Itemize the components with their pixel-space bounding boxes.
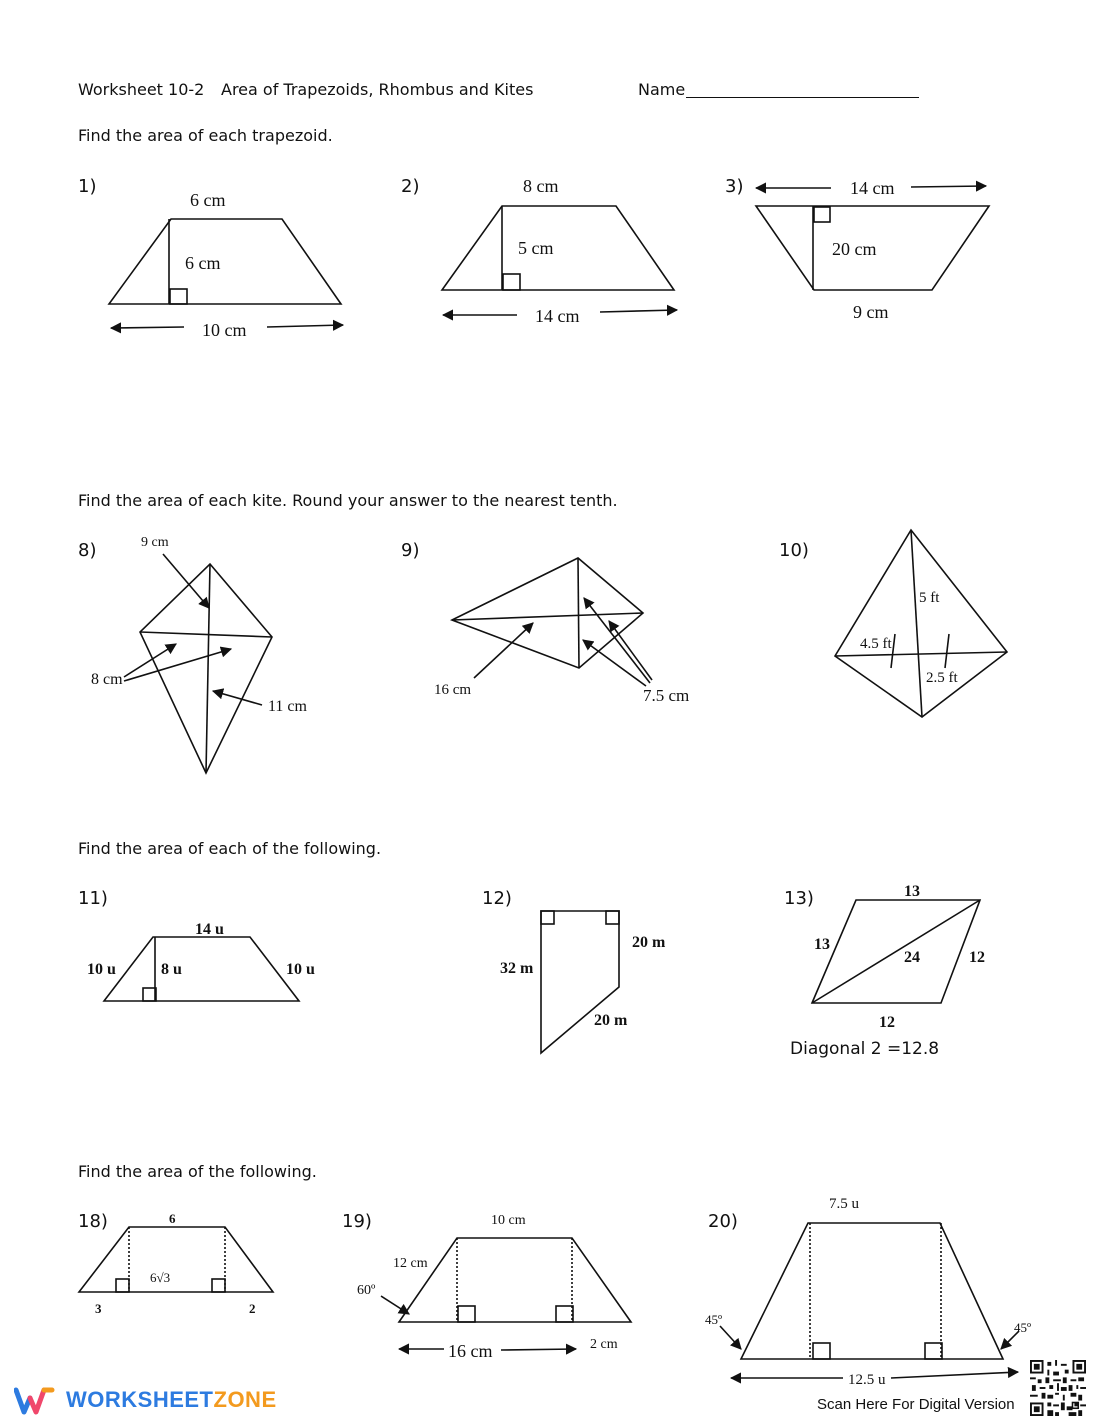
qr-code-icon[interactable] [1030, 1360, 1086, 1416]
p19-top-label: 10 cm [491, 1213, 526, 1228]
p13-top-label: 13 [904, 883, 920, 900]
problem-number-18: 18) [78, 1211, 108, 1232]
figure-trapezoid-11 [104, 937, 299, 1001]
p18-left-label: 3 [95, 1301, 102, 1316]
p8-label-c: 11 cm [268, 698, 307, 715]
p1-base-label: 10 cm [202, 320, 247, 340]
p3-height-label: 20 cm [832, 239, 877, 259]
p13-bottom-label: 12 [879, 1014, 895, 1031]
brand-text-part1: WORKSHEET [66, 1387, 214, 1412]
p8-label-a: 9 cm [141, 535, 169, 550]
problem-number-19: 19) [342, 1211, 372, 1232]
p20-angle-left-label: 45º [705, 1312, 723, 1327]
p18-right-label: 2 [249, 1301, 256, 1316]
p8-label-b: 8 cm [91, 671, 123, 688]
p20-top-label: 7.5 u [829, 1196, 859, 1212]
p13-diagonal-note: Diagonal 2 =12.8 [790, 1039, 940, 1059]
p20-angle-right-label: 45º [1014, 1320, 1032, 1335]
figure-trapezoid-2 [442, 206, 677, 315]
p3-base-label: 9 cm [853, 302, 889, 322]
problem-number-10: 10) [779, 540, 809, 561]
worksheetzone-logo [14, 1384, 277, 1416]
figure-trapezoid-18 [79, 1227, 273, 1292]
p2-height-label: 5 cm [518, 238, 554, 258]
figure-rhombus-13 [812, 900, 980, 1003]
worksheet-id: Worksheet 10-2 [78, 80, 205, 99]
p11-height-label: 8 u [161, 961, 182, 978]
section-trapezoids-instruction: Find the area of each trapezoid. [78, 126, 333, 145]
p10-label-a: 5 ft [919, 590, 940, 606]
p9-label-b: 7.5 cm [643, 686, 690, 705]
p19-side-label: 12 cm [393, 1256, 428, 1271]
figure-trapezoid-19 [381, 1238, 631, 1350]
p12-slant-label: 20 m [594, 1012, 628, 1029]
figure-trapezoid-1 [109, 219, 343, 328]
p10-label-b: 4.5 ft [860, 636, 892, 652]
p1-height-label: 6 cm [185, 253, 221, 273]
figure-trapezoid-3 [756, 186, 989, 290]
p11-right-label: 10 u [286, 961, 315, 978]
section-following-instruction: Find the area of each of the following. [78, 839, 382, 858]
worksheet-title: Area of Trapezoids, Rhombus and Kites [221, 80, 534, 99]
p13-right-label: 12 [969, 949, 985, 966]
p13-left-label: 13 [814, 936, 830, 953]
p12-left-label: 32 m [500, 960, 534, 977]
p9-label-a: 16 cm [434, 682, 472, 698]
problem-number-3: 3) [725, 176, 744, 197]
problem-number-2: 2) [401, 176, 420, 197]
problem-number-12: 12) [482, 888, 512, 909]
section-following2-instruction: Find the area of the following. [78, 1162, 317, 1181]
figure-kite-10 [835, 530, 1007, 717]
p19-angle-label: 60º [357, 1283, 376, 1298]
problem-number-13: 13) [784, 888, 814, 909]
p13-diagonal-label: 24 [904, 949, 920, 966]
p10-label-c: 2.5 ft [926, 670, 958, 686]
figure-trapezoid-20 [720, 1223, 1019, 1378]
p18-top-label: 6 [169, 1211, 176, 1226]
p19-extra-label: 2 cm [590, 1337, 618, 1352]
worksheetzone-brand-text [66, 1387, 277, 1413]
p2-top-label: 8 cm [523, 176, 559, 196]
figure-pentagon-12 [541, 911, 619, 1053]
p3-top-label: 14 cm [850, 178, 895, 198]
p2-base-label: 14 cm [535, 306, 580, 326]
p18-height-label: 6√3 [150, 1270, 171, 1285]
figure-kite-8 [124, 554, 272, 773]
name-label: Name [638, 80, 686, 99]
problem-number-9: 9) [401, 540, 420, 561]
p11-left-label: 10 u [87, 961, 116, 978]
figure-kite-9 [452, 558, 652, 686]
problem-number-1: 1) [78, 176, 97, 197]
p11-top-label: 14 u [195, 921, 224, 938]
brand-text-part2: ZONE [213, 1387, 277, 1412]
problem-number-20: 20) [708, 1211, 738, 1232]
worksheetzone-logo-icon [14, 1384, 58, 1416]
problem-number-11: 11) [78, 888, 108, 909]
scan-instruction: Scan Here For Digital Version [817, 1396, 1015, 1413]
p12-right-label: 20 m [632, 934, 666, 951]
p20-base-label: 12.5 u [848, 1372, 886, 1388]
problem-number-8: 8) [78, 540, 97, 561]
p19-base-label: 16 cm [448, 1341, 493, 1361]
section-kites-instruction: Find the area of each kite. Round your answer to the nearest tenth. [78, 491, 618, 510]
p1-top-label: 6 cm [190, 190, 226, 210]
